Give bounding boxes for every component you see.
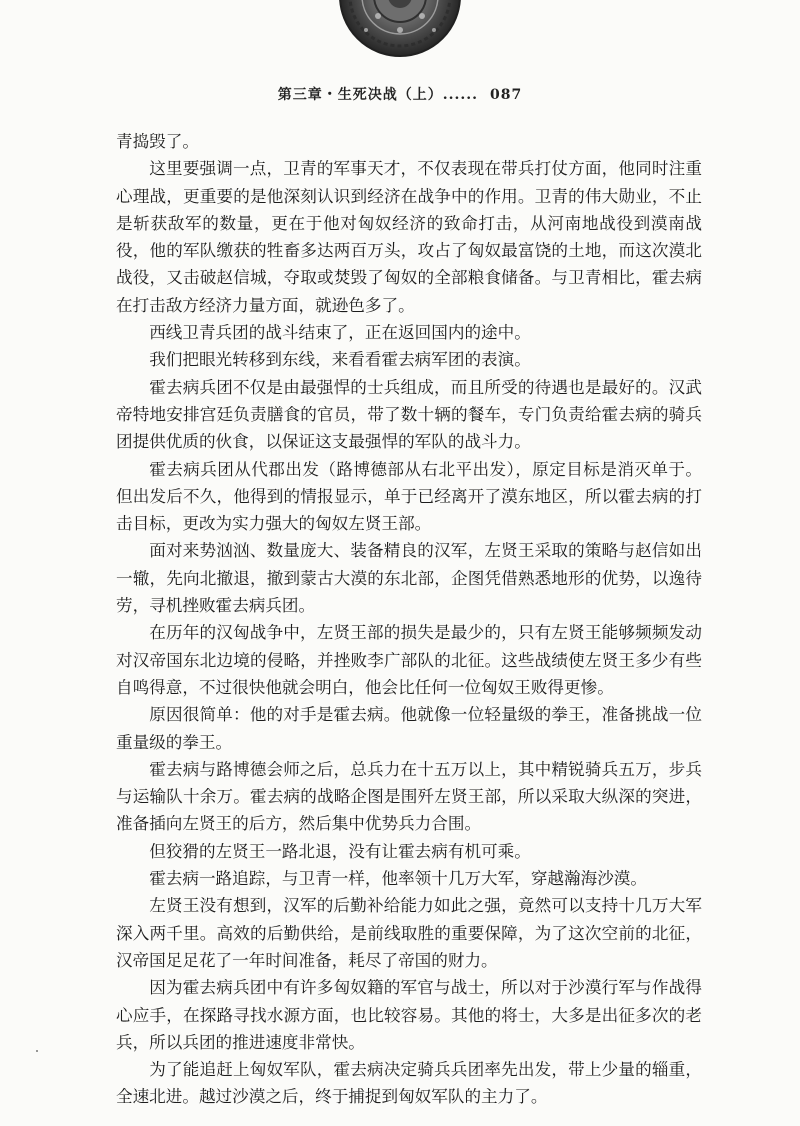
paragraph: 但狡猾的左贤王一路北退，没有让霍去病有机可乘。	[149, 841, 531, 861]
paragraph: 面对来势汹汹、数量庞大、装备精良的汉军，左贤王采取的策略与赵信如出一辙，先向北撤退，撤到蒙古大漠的东北部，企图凭借熟悉地形的优势，以逸待劳，寻机挫败霍去病兵团。	[116, 541, 702, 616]
paragraph: 这里要强调一点，卫青的军事天才，不仅表现在带兵打仗方面，他同时注重心理战，更重要的是他深刻认识到经济在战争中的作用。卫青的伟大勋业，不止是斩获敌军的数量，更在于他对匈奴经济的致命打击，从河南地战役到漠南战役，他的军队缴获的牲畜多达两百万头，攻占了匈奴最富饶的土地，而这次漠北战役，又击破赵信城，夺取或焚毁了匈奴的全部粮食储备。与卫青相比，霍去病在打击敌方经济力量方面，就逊色多了。	[116, 159, 702, 315]
paragraph: 因为霍去病兵团中有许多匈奴籍的军官与战士，所以对于沙漠行军与作战得心应手，在探路寻找水源方面，也比较容易。其他的将士，大多是出征多次的老兵，所以兵团的推进速度非常快。	[116, 978, 702, 1052]
paragraph: 西线卫青兵团的战斗结束了，正在返回国内的途中。	[149, 323, 531, 343]
paragraph: 霍去病兵团不仅是由最强悍的士兵组成，而且所受的待遇也是最好的。汉武帝特地安排宫廷负责膳食的官员，带了数十辆的餐车，专门负责给霍去病的骑兵团提供优质的伙食，以保证这支最强悍的军队的战斗力。	[116, 377, 702, 452]
paragraph: 霍去病一路追踪，与卫青一样，他率领十几万大军，穿越瀚海沙漠。	[149, 869, 647, 889]
paragraph: 青捣毁了。	[116, 132, 199, 151]
bronze-mirror-emblem	[338, 0, 462, 58]
scan-speck	[36, 1050, 38, 1052]
paragraph: 霍去病兵团从代郡出发（路博德部从右北平出发），原定目标是消灭单于。但出发后不久，他得到的情报显示，单于已经离开了漠东地区，所以霍去病的打击目标，更改为实力强大的匈奴左贤王部。	[116, 459, 702, 534]
chapter-title: 第三章・生死决战（上）......	[277, 87, 478, 103]
paragraph: 我们把眼光转移到东线，来看看霍去病军团的表演。	[149, 350, 531, 370]
page-number: 087	[490, 87, 523, 103]
paragraph: 在历年的汉匈战争中，左贤王部的损失是最少的，只有左贤王能够频频发动对汉帝国东北边境的侵略，并挫败李广部队的北征。这些战绩使左贤王多少有些自鸣得意，不过很快他就会明白，他会比任何一位匈奴王败得更惨。	[116, 623, 702, 697]
running-header	[0, 84, 800, 104]
paragraph: 原因很简单：他的对手是霍去病。他就像一位轻量级的拳王，准备挑战一位重量级的拳王。	[116, 705, 702, 752]
paragraph: 左贤王没有想到，汉军的后勤补给能力如此之强，竟然可以支持十几万大军深入两千里。高效的后勤供给，是前线取胜的重要保障，为了这次空前的北征，汉帝国足足花了一年时间准备，耗尽了帝国的财力。	[116, 896, 702, 970]
bronze-mirror-icon	[338, 0, 462, 58]
body-text	[116, 128, 702, 1111]
paragraph: 为了能追赶上匈奴军队，霍去病决定骑兵兵团率先出发，带上少量的辎重，全速北进。越过沙漠之后，终于捕捉到匈奴军队的主力了。	[116, 1060, 702, 1107]
paragraph: 霍去病与路博德会师之后，总兵力在十五万以上，其中精锐骑兵五万，步兵与运输队十余万。霍去病的战略企图是围歼左贤王部，所以采取大纵深的突进，准备插向左贤王的后方，然后集中优势兵力合围。	[116, 759, 702, 834]
